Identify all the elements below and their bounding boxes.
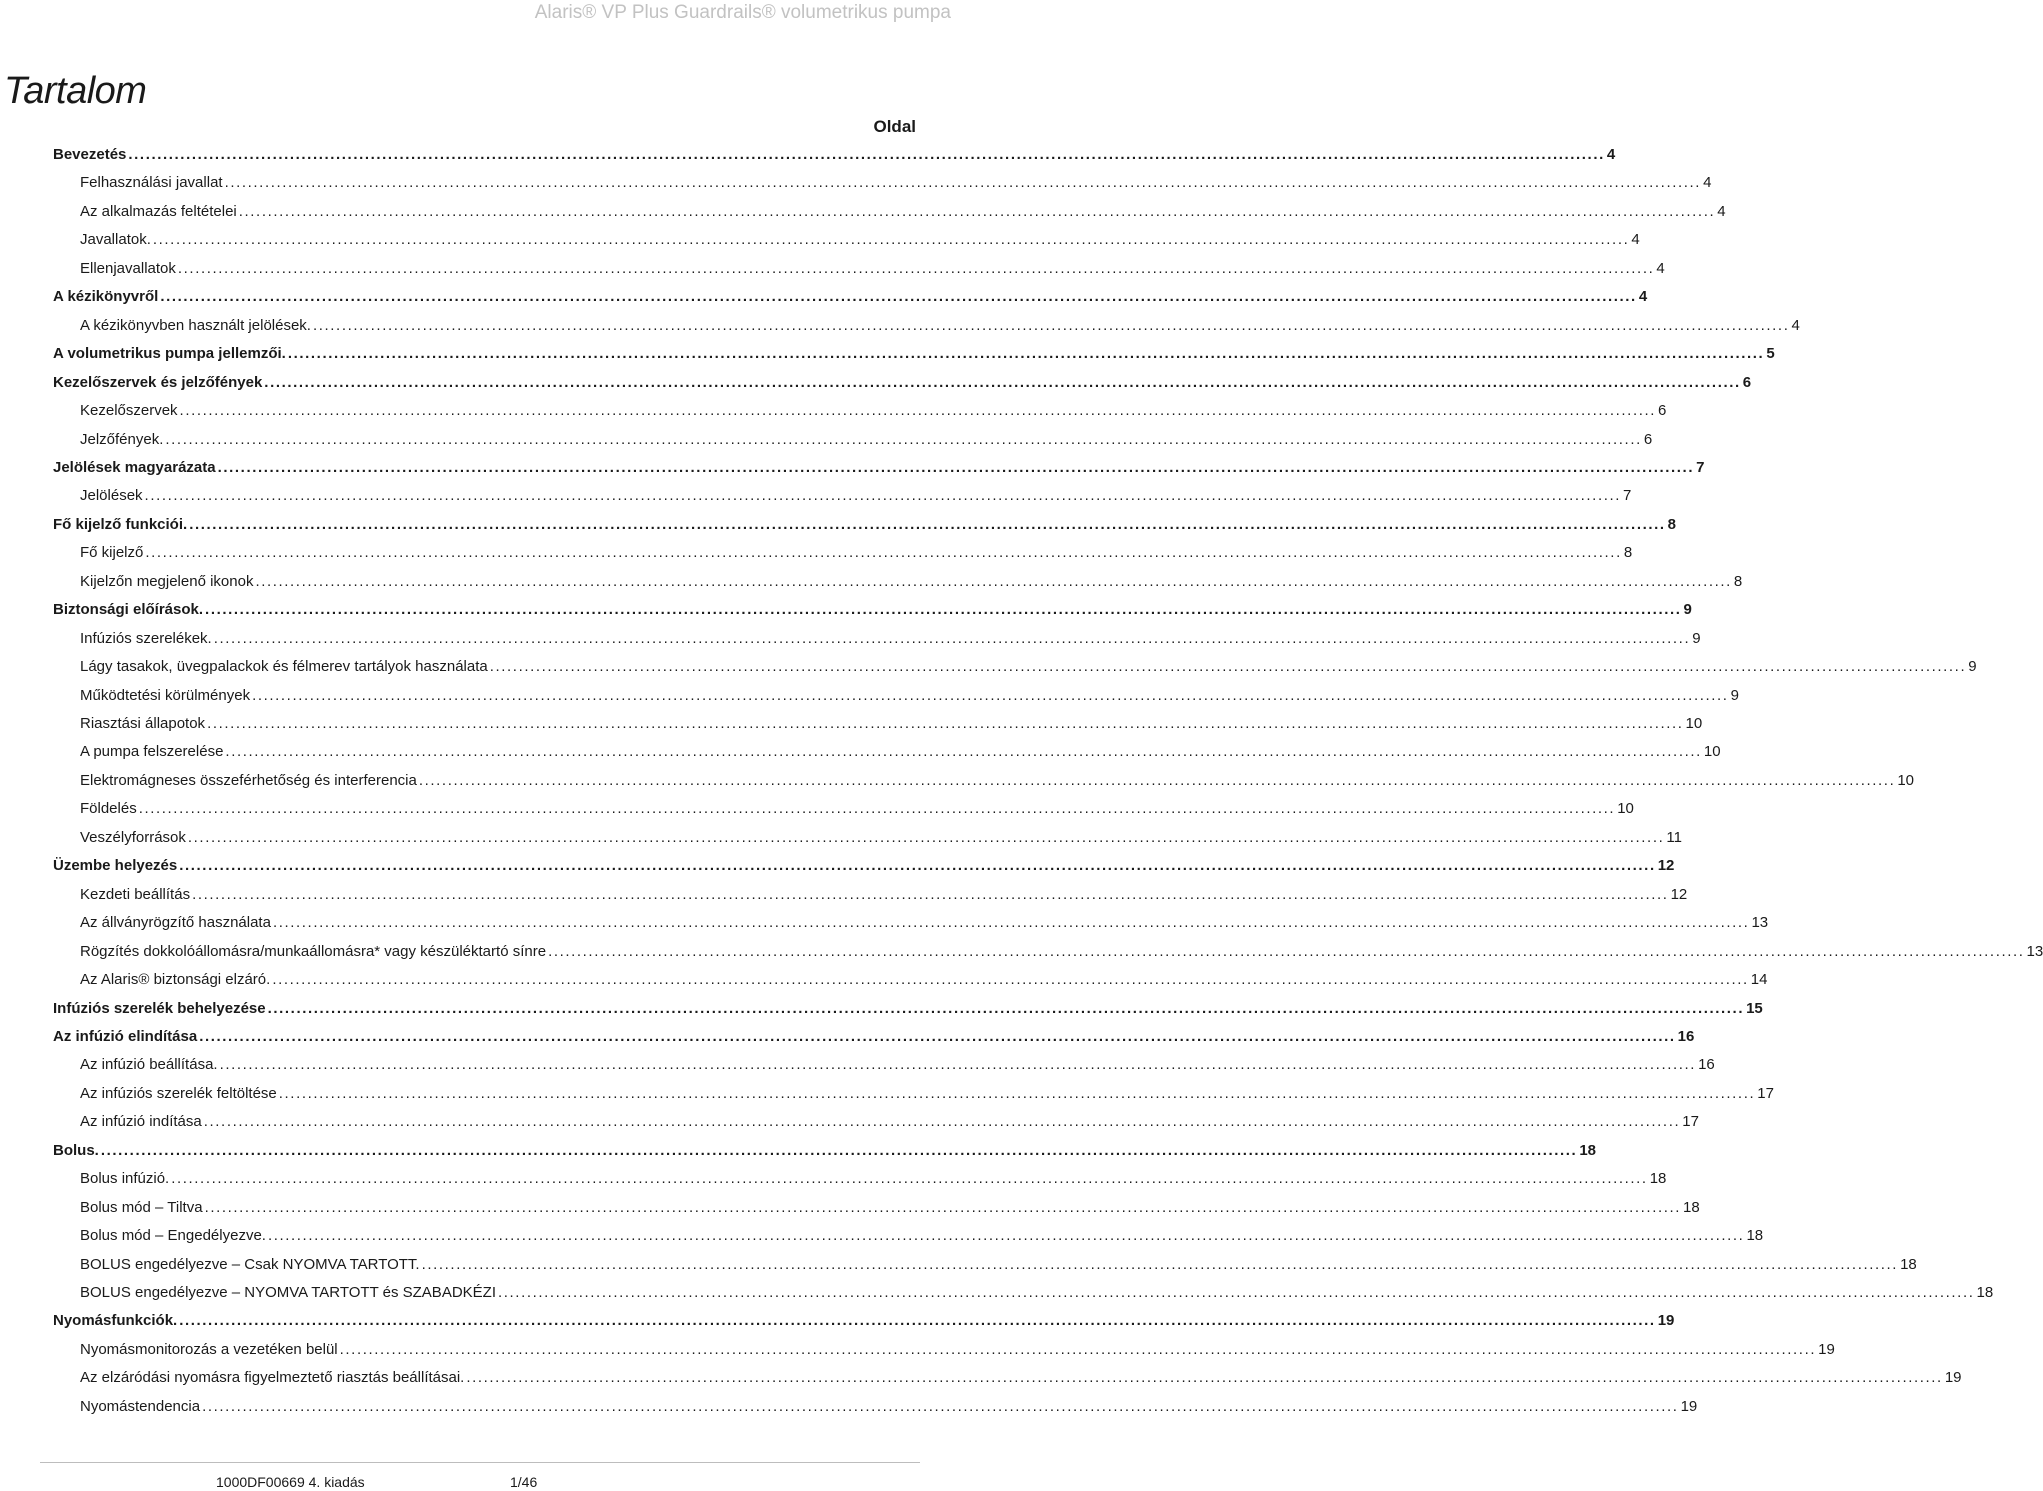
toc-entry-label: Bevezetés — [53, 146, 127, 163]
toc-entry[interactable] — [0, 1113, 1699, 1137]
footer-page-number: 1/46 — [510, 1474, 538, 1490]
toc-entry[interactable] — [0, 1141, 1597, 1166]
toc-entry-page: 19 — [1680, 1397, 1698, 1415]
toc-entry-label: Fő kijelző funkciói. — [53, 515, 188, 533]
toc-entry-page: 12 — [1670, 885, 1688, 903]
toc-entry-page: 17 — [1757, 1084, 1774, 1102]
toc-dot-leader — [279, 1085, 1755, 1102]
toc-dot-leader — [139, 800, 1615, 817]
toc-entry[interactable] — [0, 202, 1726, 227]
toc-entry-label: Bolus. — [53, 1141, 99, 1159]
toc-entry[interactable] — [0, 771, 1915, 796]
toc-entry-label: Fő kijelző — [80, 544, 144, 562]
toc-dot-leader — [202, 1398, 1678, 1415]
toc-entry[interactable] — [0, 1198, 1700, 1223]
toc-dot-leader — [252, 687, 1728, 704]
toc-entry-label: Működtetési körülmények — [80, 686, 251, 704]
toc-entry-page: 19 — [1818, 1340, 1835, 1358]
toc-entry-page: 4 — [1791, 316, 1800, 334]
toc-entry-label: Veszélyforrások — [80, 828, 186, 846]
toc-entry-label: Jelölések magyarázata — [53, 458, 216, 476]
toc-entry[interactable] — [0, 1084, 1774, 1109]
toc-dot-leader — [145, 544, 1621, 561]
toc-entry-label: Riasztási állapotok — [80, 715, 206, 732]
toc-entry-page: 10 — [1703, 743, 1721, 761]
toc-entry-label: Kijelzőn megjelenő ikonok — [80, 572, 254, 590]
toc-dot-leader — [160, 288, 1636, 305]
toc-entry[interactable] — [0, 914, 1769, 938]
toc-entry-page: 4 — [1717, 202, 1726, 220]
toc-dot-leader — [313, 317, 1789, 334]
toc-dot-leader — [255, 573, 1731, 590]
toc-entry-label: BOLUS engedélyezve – Csak NYOMVA TARTOTT. — [80, 1255, 420, 1273]
toc-entry-page: 16 — [1698, 1056, 1715, 1074]
toc-entry-page: 4 — [1656, 259, 1665, 277]
toc-dot-leader — [205, 1199, 1681, 1216]
toc-entry[interactable] — [0, 487, 1632, 511]
toc-entry[interactable] — [0, 373, 1752, 398]
toc-entry-page: 14 — [1750, 971, 1768, 989]
toc-entry-page: 17 — [1682, 1113, 1699, 1131]
toc-entry-label: A kézikönyvben használt jelölések. — [80, 316, 311, 334]
toc-entry[interactable] — [0, 174, 1712, 198]
toc-entry-page: 18 — [1649, 1170, 1667, 1188]
toc-entry-page: 9 — [1730, 686, 1739, 704]
document-header: Alaris® VP Plus Guardrails® volumetrikus pumpa — [534, 2, 951, 23]
toc-entry-page: 4 — [1703, 174, 1712, 192]
toc-entry-label: Ellenjavallatok — [80, 259, 176, 277]
toc-dot-leader — [340, 1341, 1816, 1358]
toc-entry[interactable] — [0, 1027, 1695, 1052]
toc-entry-label: Az állványrögzítő használata — [80, 914, 271, 932]
toc-entry-label: Biztonsági előírások. — [53, 601, 204, 619]
toc-entry-page: 10 — [1617, 800, 1634, 818]
toc-entry-label: Bolus mód – Tiltva — [80, 1198, 203, 1216]
toc-entry[interactable] — [0, 430, 1653, 455]
toc-entry-label: Az infúzió indítása — [80, 1113, 202, 1131]
toc-entry-label: Az infúzió elindítása — [53, 1027, 198, 1045]
toc-entry-page: 6 — [1658, 402, 1667, 420]
toc-entry-page: 4 — [1638, 288, 1648, 306]
toc-entry-page: 4 — [1606, 146, 1616, 163]
toc-dot-leader — [220, 1056, 1696, 1073]
toc-entry-label: A volumetrikus pumpa jellemzői. — [53, 345, 286, 363]
toc-entry-page: 13 — [2026, 942, 2043, 960]
toc-entry[interactable] — [0, 316, 1800, 341]
toc-entry-label: Elektromágneses összeférhetőség és interferencia — [80, 771, 417, 789]
toc-entry[interactable] — [0, 1170, 1667, 1194]
toc-entry[interactable] — [0, 1397, 1698, 1422]
toc-entry-label: Az Alaris® biztonsági elzáró. — [80, 971, 271, 989]
toc-dot-leader — [466, 1369, 1942, 1386]
toc-dot-leader — [207, 715, 1683, 732]
toc-entry[interactable] — [0, 231, 1640, 255]
toc-dot-leader — [239, 203, 1715, 220]
toc-dot-leader — [498, 1284, 1974, 1301]
toc-entry-page: 18 — [1976, 1284, 1994, 1301]
toc-entry[interactable] — [0, 715, 1703, 739]
toc-entry[interactable] — [0, 515, 1677, 540]
toc-dot-leader — [101, 1142, 1577, 1159]
toc-entry-label: Földelés — [80, 800, 137, 818]
toc-dot-leader — [288, 345, 1764, 362]
toc-entry-page: 19 — [1944, 1369, 1962, 1387]
toc-dot-leader — [153, 231, 1629, 248]
toc-entry[interactable] — [0, 288, 1648, 312]
toc-entry[interactable] — [0, 572, 1743, 597]
toc-entry-page: 9 — [1683, 601, 1692, 619]
toc-dot-leader — [145, 487, 1621, 504]
toc-dot-leader — [128, 146, 1604, 163]
toc-dot-leader — [225, 743, 1701, 760]
toc-entry[interactable] — [0, 658, 1977, 682]
toc-entry[interactable] — [0, 800, 1634, 824]
toc-entry-label: Az elzáródási nyomásra figyelmeztető riasztás beállításai. — [80, 1369, 465, 1387]
toc-entry-page: 8 — [1733, 572, 1743, 590]
toc-entry-page: 19 — [1657, 1312, 1675, 1330]
toc-entry[interactable] — [0, 942, 2043, 967]
page-title: Tartalom — [4, 70, 147, 112]
toc-dot-leader — [225, 174, 1701, 191]
toc-entry-label: A kézikönyvről — [53, 288, 159, 306]
toc-entry-page: 7 — [1623, 487, 1632, 505]
toc-entry-label: Az infúzió beállítása. — [80, 1056, 218, 1074]
toc-entry-page: 13 — [1751, 914, 1769, 932]
toc-entry[interactable] — [0, 1284, 1994, 1308]
toc-entry-label: Nyomástendencia — [80, 1397, 201, 1415]
toc-entry-page: 18 — [1579, 1141, 1597, 1159]
toc-entry[interactable] — [0, 1255, 1917, 1280]
toc-dot-leader — [548, 943, 2024, 960]
toc-entry-page: 18 — [1683, 1198, 1700, 1216]
toc-entry-label: Javallatok. — [80, 231, 151, 249]
toc-dot-leader — [268, 1000, 1744, 1017]
toc-entry-label: Kezdeti beállítás — [80, 885, 191, 903]
toc-entry-label: Infúziós szerelék behelyezése — [53, 999, 266, 1017]
toc-entry-label: Kezelőszervek és jelzőfények — [53, 373, 263, 391]
toc-entry-page: 18 — [1900, 1255, 1917, 1273]
toc-entry-label: Üzembe helyezés — [53, 857, 178, 875]
toc-entry[interactable] — [0, 458, 1705, 483]
toc-dot-leader — [192, 886, 1668, 903]
toc-entry[interactable] — [0, 629, 1701, 654]
toc-entry-label: Az infúziós szerelék feltöltése — [80, 1084, 277, 1102]
toc-entry-label: Kezelőszervek — [80, 402, 178, 420]
toc-entry-page: 9 — [1692, 629, 1701, 647]
toc-dot-leader — [218, 459, 1694, 476]
toc-entry-page: 6 — [1643, 430, 1653, 448]
toc-entry-label: Az alkalmazás feltételei — [80, 202, 237, 220]
toc-entry-label: Jelölések — [80, 487, 143, 505]
toc-entry[interactable] — [0, 544, 1633, 568]
toc-entry[interactable] — [0, 743, 1721, 767]
toc-dot-leader — [204, 1113, 1680, 1130]
toc-entry[interactable] — [0, 857, 1675, 881]
toc-entry-page: 10 — [1897, 771, 1915, 789]
toc-entry-page: 7 — [1696, 458, 1705, 476]
toc-entry[interactable] — [0, 1227, 1764, 1251]
toc-entry[interactable] — [0, 146, 1616, 170]
toc-entry-label: Nyomásmonitorozás a vezetéken belül — [80, 1340, 338, 1358]
toc-entry[interactable] — [0, 971, 1768, 995]
toc-entry[interactable] — [0, 1056, 1715, 1080]
toc-entry-page: 12 — [1657, 857, 1675, 875]
toc-dot-leader — [165, 431, 1641, 448]
toc-entry-label: Rögzítés dokkolóállomásra/munkaállomásra* vagy készüléktartó sínre — [80, 942, 547, 960]
toc-entry[interactable] — [0, 686, 1739, 711]
toc-dot-leader — [272, 971, 1748, 988]
toc-entry-label: Jelzőfények. — [80, 430, 164, 448]
toc-entry[interactable] — [0, 1312, 1675, 1336]
toc-dot-leader — [180, 402, 1656, 419]
toc-entry[interactable] — [0, 345, 1775, 369]
toc-dot-leader — [179, 857, 1655, 874]
toc-entry-label: Nyomásfunkciók. — [53, 1312, 178, 1330]
toc-entry-label: Bolus mód – Engedélyezve. — [80, 1227, 266, 1245]
toc-entry-page: 8 — [1623, 544, 1633, 562]
toc-dot-leader — [273, 914, 1749, 931]
toc-entry-page: 5 — [1766, 345, 1775, 363]
toc-entry-page: 4 — [1631, 231, 1640, 249]
toc-entry-page: 9 — [1968, 658, 1977, 676]
toc-entry[interactable] — [0, 999, 1763, 1024]
toc-dot-leader — [188, 829, 1664, 846]
toc-dot-leader — [189, 516, 1665, 533]
toc-entry-label: Lágy tasakok, üvegpalackok és félmerev tartályok használata — [80, 658, 488, 676]
toc-dot-leader — [178, 260, 1654, 277]
toc-dot-leader — [422, 1256, 1898, 1273]
toc-entry[interactable] — [0, 601, 1692, 625]
toc-dot-leader — [171, 1170, 1647, 1187]
toc-entry[interactable] — [0, 885, 1688, 910]
toc-entry[interactable] — [0, 1369, 1962, 1393]
toc-dot-leader — [199, 1028, 1675, 1045]
toc-entry[interactable] — [0, 1340, 1835, 1365]
toc-entry-label: Felhasználási javallat — [80, 174, 223, 192]
toc-dot-leader — [264, 374, 1740, 391]
toc-dot-leader — [419, 772, 1895, 789]
toc-entry-page: 15 — [1746, 999, 1763, 1017]
toc-entry-label: Infúziós szerelékek. — [80, 629, 212, 647]
toc-entry-page: 6 — [1742, 373, 1752, 391]
toc-entry-page: 10 — [1685, 715, 1703, 732]
toc-entry[interactable] — [0, 402, 1667, 426]
toc-entry[interactable] — [0, 259, 1665, 284]
footer-doc-code: 1000DF00669 4. kiadás — [216, 1474, 365, 1490]
toc-entry-label: Bolus infúzió. — [80, 1170, 170, 1188]
toc-dot-leader — [179, 1312, 1655, 1329]
toc-dot-leader — [205, 601, 1681, 618]
toc-entry-label: A pumpa felszerelése — [80, 743, 224, 761]
toc-dot-leader — [490, 658, 1966, 675]
toc-entry-page: 18 — [1746, 1227, 1764, 1245]
toc-dot-leader — [268, 1227, 1744, 1244]
toc-entry-page: 16 — [1677, 1027, 1695, 1045]
footer-divider — [40, 1462, 920, 1463]
toc-entry-page: 11 — [1666, 828, 1682, 846]
toc-entry[interactable] — [0, 828, 1682, 853]
page-column-label: Oldal — [873, 117, 916, 136]
toc-entry-page: 8 — [1667, 515, 1677, 533]
toc-entry-label: BOLUS engedélyezve – NYOMVA TARTOTT és SZABADKÉZI — [80, 1284, 496, 1301]
toc-dot-leader — [214, 630, 1690, 647]
